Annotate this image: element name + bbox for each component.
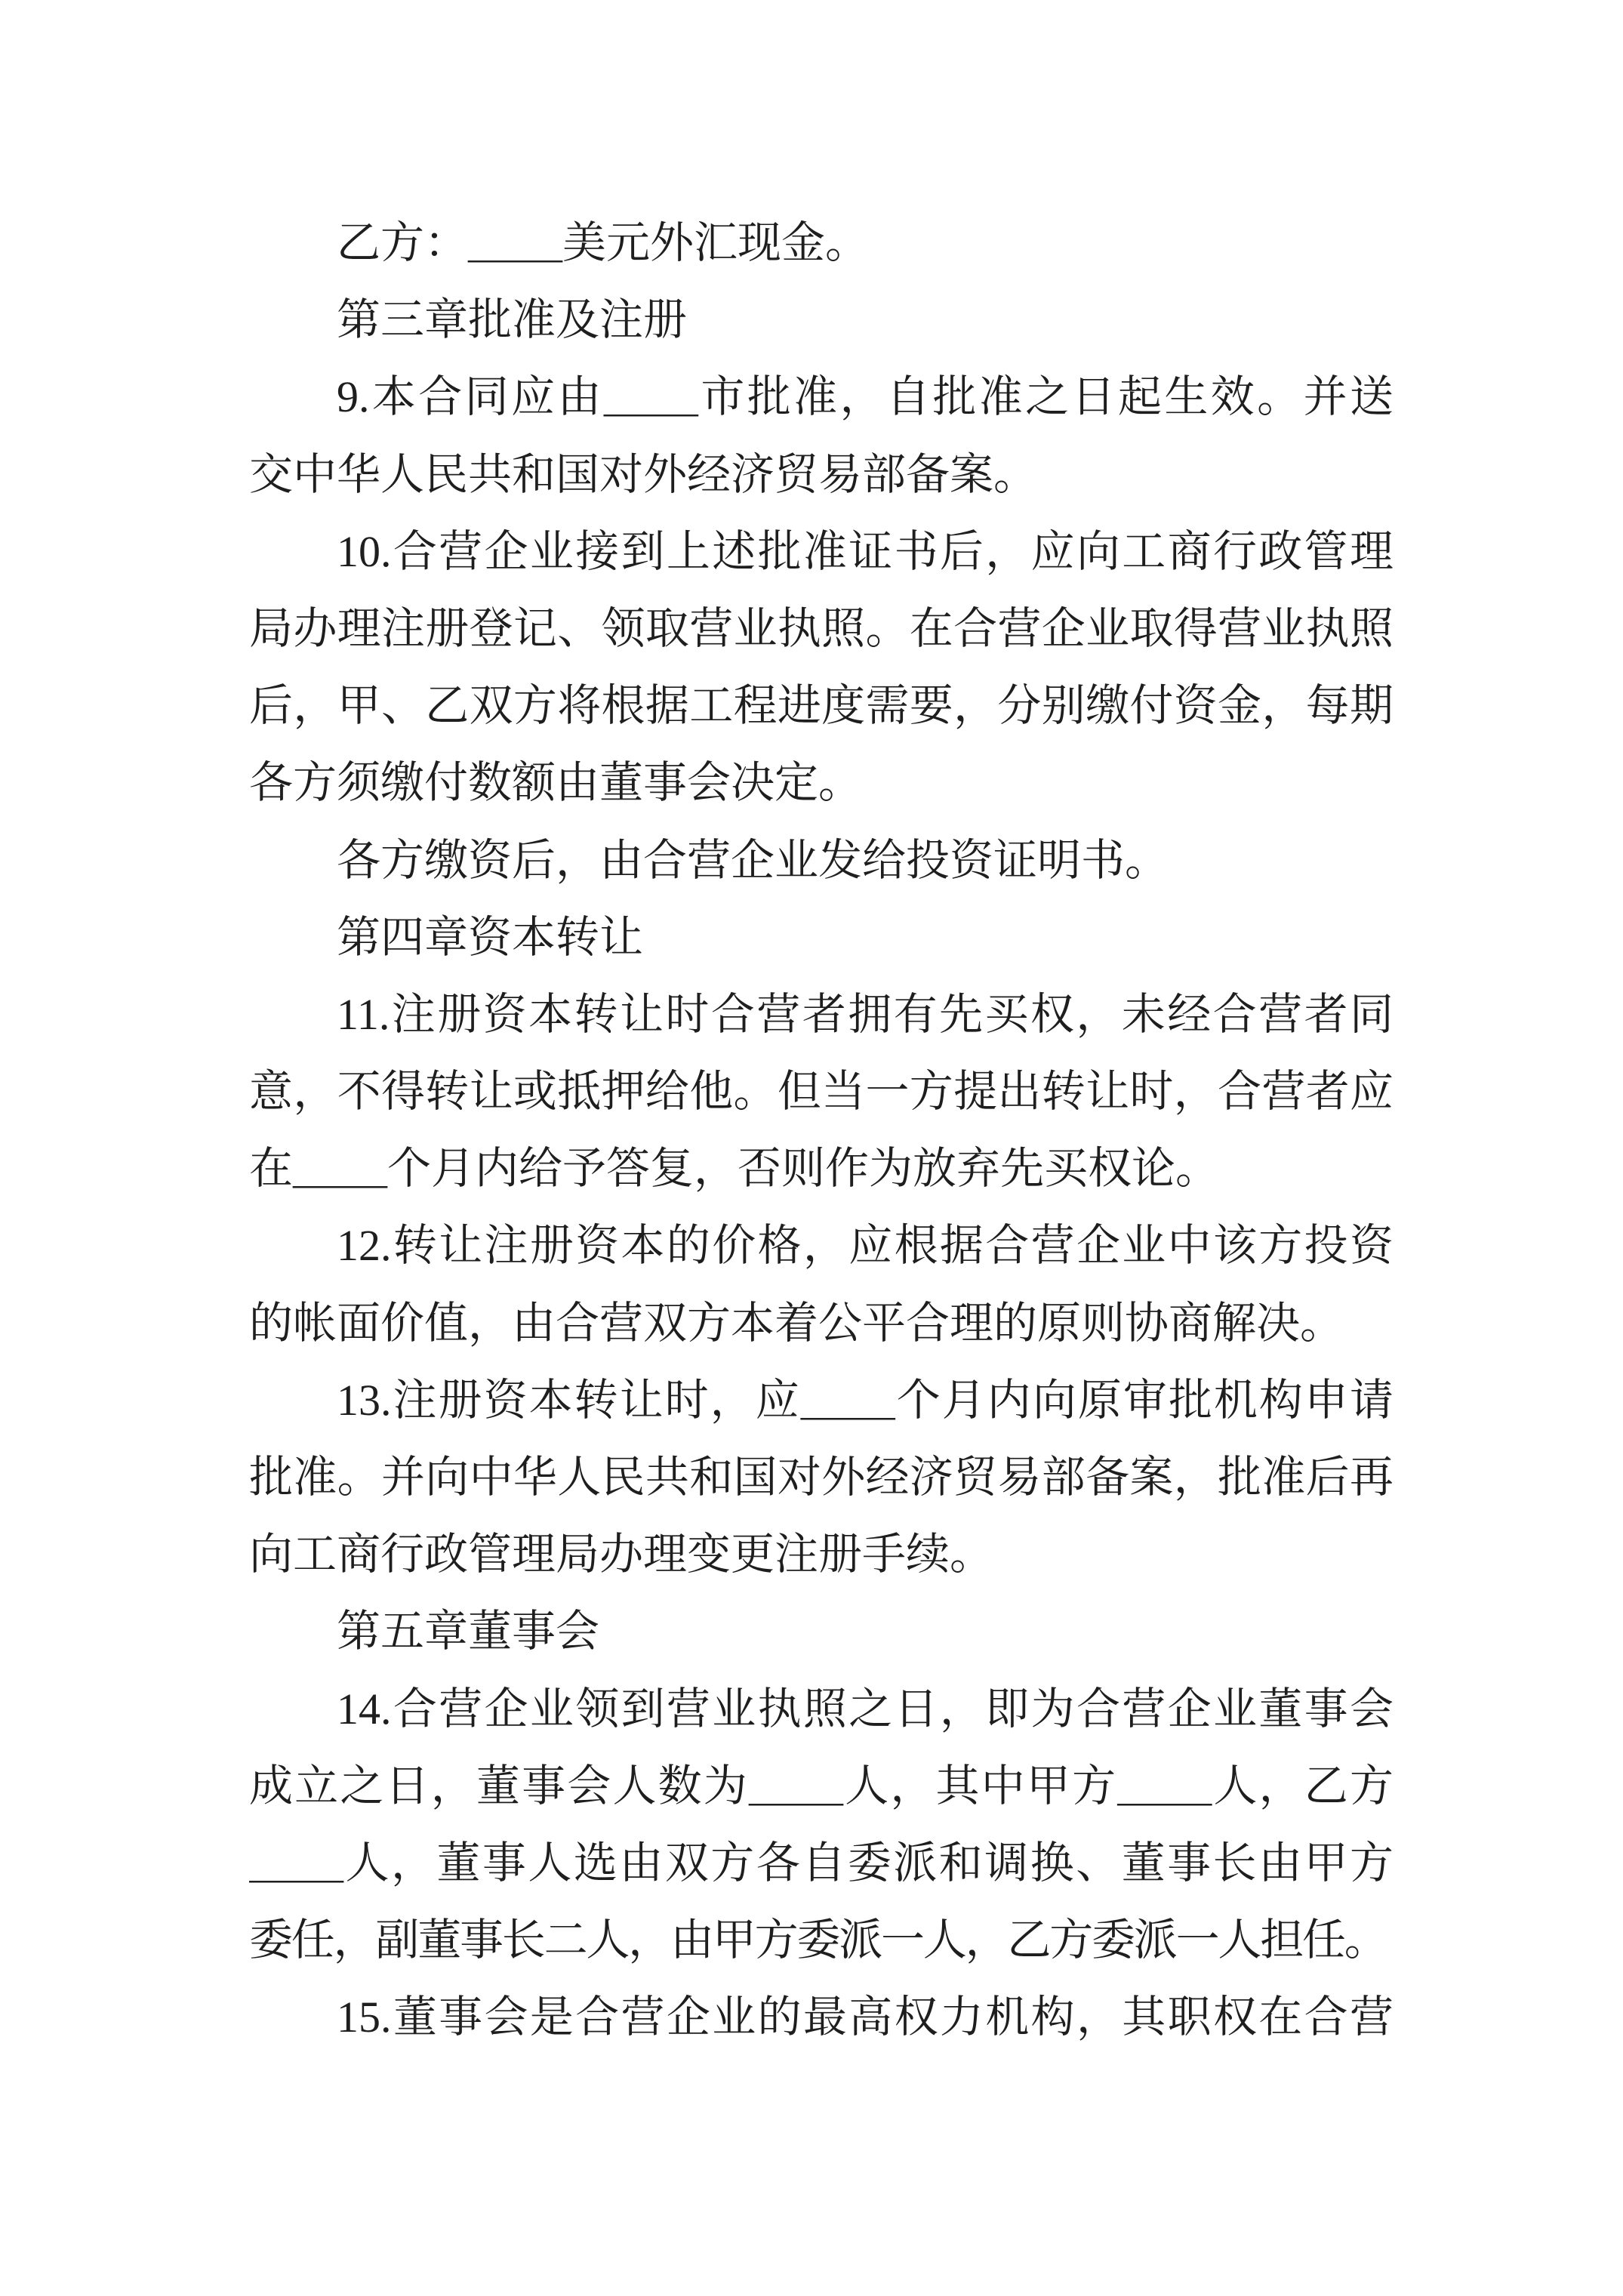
clause-15-line-1: 15.董事会是合营企业的最高权力机构，其职权在合营 bbox=[337, 1992, 1394, 2042]
carryover-line-1: 乙方：_____美元外汇现金。 bbox=[337, 218, 870, 267]
clause-9-line-2: 交中华人民共和国对外经济贸易部备案。 bbox=[249, 449, 1038, 499]
clause-13 bbox=[249, 1362, 1394, 1594]
clause-14 bbox=[249, 1671, 1394, 1980]
clause-10-line-1: 10.合营企业接到上述批准证书后，应向工商行政管理 bbox=[337, 526, 1394, 576]
chapter-5 bbox=[249, 1593, 1394, 2056]
clause-15 bbox=[249, 1979, 1394, 2056]
fill-in-blank: _____ bbox=[1117, 1766, 1212, 1809]
chapter-5-heading: 第五章董事会 bbox=[337, 1607, 600, 1657]
chapter-3 bbox=[249, 282, 1394, 899]
chapter-3-heading: 第三章批准及注册 bbox=[337, 295, 688, 345]
clause-9-line-1: 9.本合同应由_____市批准，自批准之日起生效。并送 bbox=[337, 372, 1394, 422]
clause-14-line-2: 成立之日，董事会人数为_____人，其中甲方_____人，乙方 bbox=[249, 1761, 1394, 1811]
fill-in-blank: _____ bbox=[603, 378, 698, 421]
clause-14-line-4: 委任，副董事长二人，由甲方委派一人，乙方委派一人担任。 bbox=[249, 1915, 1387, 1965]
fill-in-blank: _____ bbox=[249, 1843, 343, 1886]
fill-in-blank: _____ bbox=[293, 1149, 388, 1192]
clause-14-line-3: _____人，董事人选由双方各自委派和调换、董事长由甲方 bbox=[249, 1838, 1394, 1888]
clause-12-line-2: 的帐面价值，由合营双方本着公平合理的原则协商解决。 bbox=[249, 1298, 1344, 1348]
investment-certificate-line-1: 各方缴资后，由合营企业发给投资证明书。 bbox=[337, 835, 1169, 885]
carryover-paragraph bbox=[249, 205, 1394, 282]
clause-13-line-3: 向工商行政管理局办理变更注册手续。 bbox=[249, 1530, 994, 1579]
chapter-4-heading: 第四章资本转让 bbox=[337, 912, 644, 962]
fill-in-blank: _____ bbox=[748, 1766, 843, 1809]
clause-13-line-1: 13.注册资本转让时，应_____个月内向原审批机构申请 bbox=[337, 1375, 1394, 1425]
investment-certificate-paragraph bbox=[249, 822, 1394, 899]
fill-in-blank: _____ bbox=[468, 223, 563, 266]
clause-10-line-2: 局办理注册登记、领取营业执照。在合营企业取得营业执照 bbox=[249, 603, 1394, 653]
clause-10 bbox=[249, 513, 1394, 822]
clause-12 bbox=[249, 1207, 1394, 1361]
clause-9 bbox=[249, 359, 1394, 513]
chapter-4 bbox=[249, 899, 1394, 1594]
clause-11-line-2: 意，不得转让或抵押给他。但当一方提出转让时，合营者应 bbox=[249, 1067, 1394, 1117]
clause-14-line-1: 14.合营企业领到营业执照之日，即为合营企业董事会 bbox=[337, 1684, 1394, 1734]
clause-12-line-1: 12.转让注册资本的价格，应根据合营企业中该方投资 bbox=[337, 1221, 1394, 1271]
clause-10-line-4: 各方须缴付数额由董事会决定。 bbox=[249, 758, 863, 808]
clause-10-line-3: 后，甲、乙双方将根据工程进度需要，分别缴付资金，每期 bbox=[249, 681, 1394, 731]
document-body bbox=[249, 205, 1394, 2057]
clause-11 bbox=[249, 976, 1394, 1208]
clause-11-line-1: 11.注册资本转让时合营者拥有先买权，未经合营者同 bbox=[337, 989, 1394, 1039]
clause-11-line-3: 在_____个月内给予答复，否则作为放弃先买权论。 bbox=[249, 1144, 1220, 1194]
fill-in-blank: _____ bbox=[800, 1380, 895, 1423]
clause-13-line-2: 批准。并向中华人民共和国对外经济贸易部备案，批准后再 bbox=[249, 1453, 1394, 1502]
